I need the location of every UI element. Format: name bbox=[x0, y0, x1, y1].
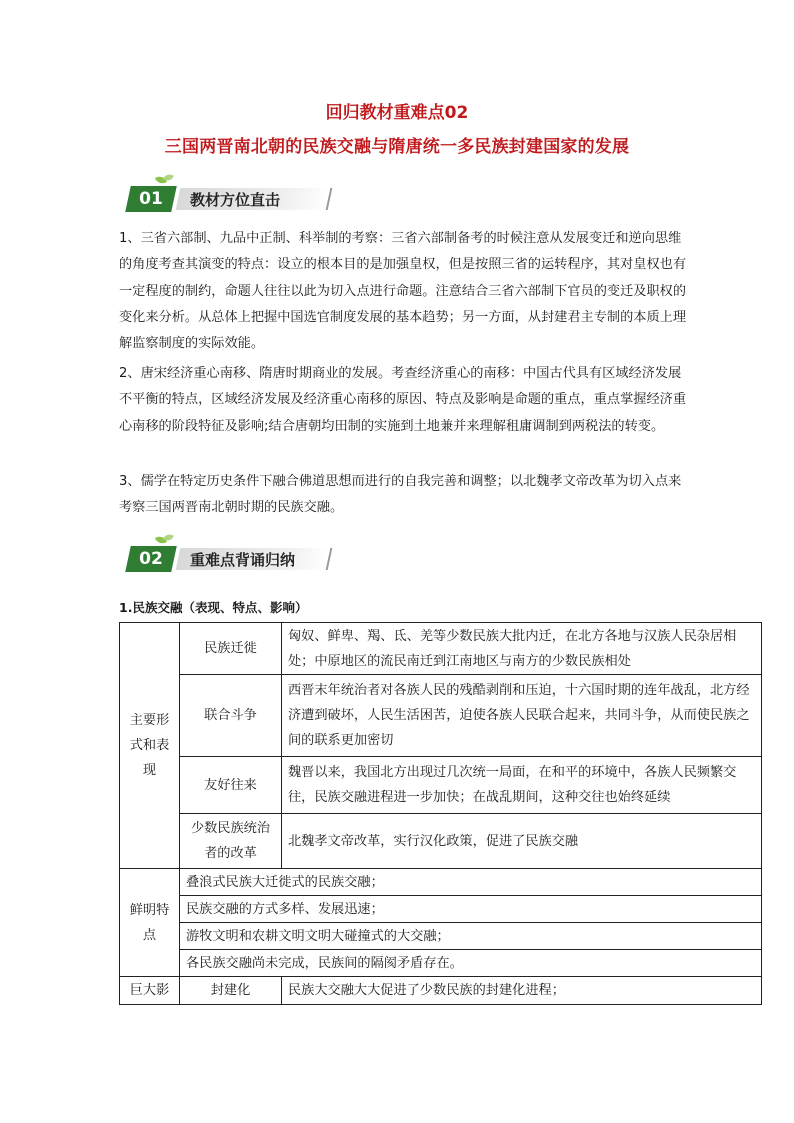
table-row bbox=[120, 814, 762, 869]
table-row bbox=[120, 977, 762, 1005]
row-label: 民族迁徙 bbox=[180, 623, 282, 675]
group-cell: 鲜明特点 bbox=[120, 869, 180, 977]
row-label: 封建化 bbox=[180, 977, 282, 1005]
table-row bbox=[120, 950, 762, 977]
row-desc: 匈奴、鲜卑、羯、氐、羌等少数民族大批内迁，在北方各地与汉族人民杂居相处；中原地区的流民南迁到江南地区与南方的少数民族相处 bbox=[282, 623, 762, 675]
row-label: 友好往来 bbox=[180, 757, 282, 814]
section-number: 02 bbox=[139, 549, 163, 569]
table-row bbox=[120, 623, 762, 675]
row-desc: 游牧文明和农耕文明文明大碰撞式的大交融； bbox=[180, 923, 762, 950]
table-row bbox=[120, 757, 762, 814]
row-label: 少数民族统治者的改革 bbox=[180, 814, 282, 869]
row-desc: 各民族交融尚未完成，民族间的隔阂矛盾存在。 bbox=[180, 950, 762, 977]
summary-table bbox=[119, 622, 762, 1005]
page-subtitle: 三国两晋南北朝的民族交融与隋唐统一多民族封建国家的发展 bbox=[164, 137, 630, 157]
page-title: 回归教材重难点02 bbox=[325, 103, 469, 123]
row-desc: 北魏孝文帝改革，实行汉化政策，促进了民族交融 bbox=[282, 814, 762, 869]
paragraph-1: 1、三省六部制、九品中正制、科举制的考察：三省六部制备考的时候注意从发展变迁和逆向思维的角度考查其演变的特点：设立的根本目的是加强皇权，但是按照三省的运转程序，其对皇权也有一定程度的制约，命题人往往以此为切入点进行命题。注意结合三省六部制下官员的变迁及职权的变化来分析。从总体上把握中国选官制度发展的基本趋势；另一方面，从封建君主专制的本质上理解监察制度的实际效能。 bbox=[119, 231, 687, 352]
table-row bbox=[120, 896, 762, 923]
section-header-1 bbox=[122, 180, 337, 216]
section-number: 01 bbox=[139, 189, 163, 209]
row-desc: 民族交融的方式多样、发展迅速； bbox=[180, 896, 762, 923]
table-row bbox=[120, 869, 762, 896]
table-row bbox=[120, 675, 762, 757]
paragraph-2: 2、唐宋经济重心南移、隋唐时期商业的发展。考查经济重心的南移：中国古代具有区域经济发展不平衡的特点，区域经济发展及经济重心南移的原因、特点及影响是命题的重点，重点掌握经济重心南移的阶段特征及影响;结合唐朝均田制的实施到土地兼并来理解租庸调制到两税法的转变。 bbox=[119, 366, 687, 434]
row-desc: 魏晋以来，我国北方出现过几次统一局面，在和平的环境中，各族人民频繁交往，民族交融进程进一步加快；在战乱期间，这种交往也始终延续 bbox=[282, 757, 762, 814]
paragraph-3: 3、儒学在特定历史条件下融合佛道思想而进行的自我完善和调整；以北魏孝文帝改革为切入点来考察三国两晋南北朝时期的民族交融。 bbox=[119, 474, 682, 516]
section-label: 重难点背诵归纳 bbox=[190, 551, 296, 569]
row-label: 联合斗争 bbox=[180, 675, 282, 757]
table-heading: 1.民族交融（表现、特点、影响） bbox=[119, 600, 308, 615]
section-label: 教材方位直击 bbox=[190, 191, 281, 209]
row-desc: 民族大交融大大促进了少数民族的封建化进程； bbox=[282, 977, 762, 1005]
group-cell: 主要形式和表现 bbox=[120, 623, 180, 869]
row-desc: 叠浪式民族大迁徙式的民族交融； bbox=[180, 869, 762, 896]
group-cell: 巨大影 bbox=[120, 977, 180, 1005]
row-desc: 西晋末年统治者对各族人民的残酷剥削和压迫，十六国时期的连年战乱，北方经济遭到破坏，人民生活困苦，迫使各族人民联合起来，共同斗争，从而使民族之间的联系更加密切 bbox=[282, 675, 762, 757]
table-row bbox=[120, 923, 762, 950]
section-header-2 bbox=[122, 540, 337, 576]
